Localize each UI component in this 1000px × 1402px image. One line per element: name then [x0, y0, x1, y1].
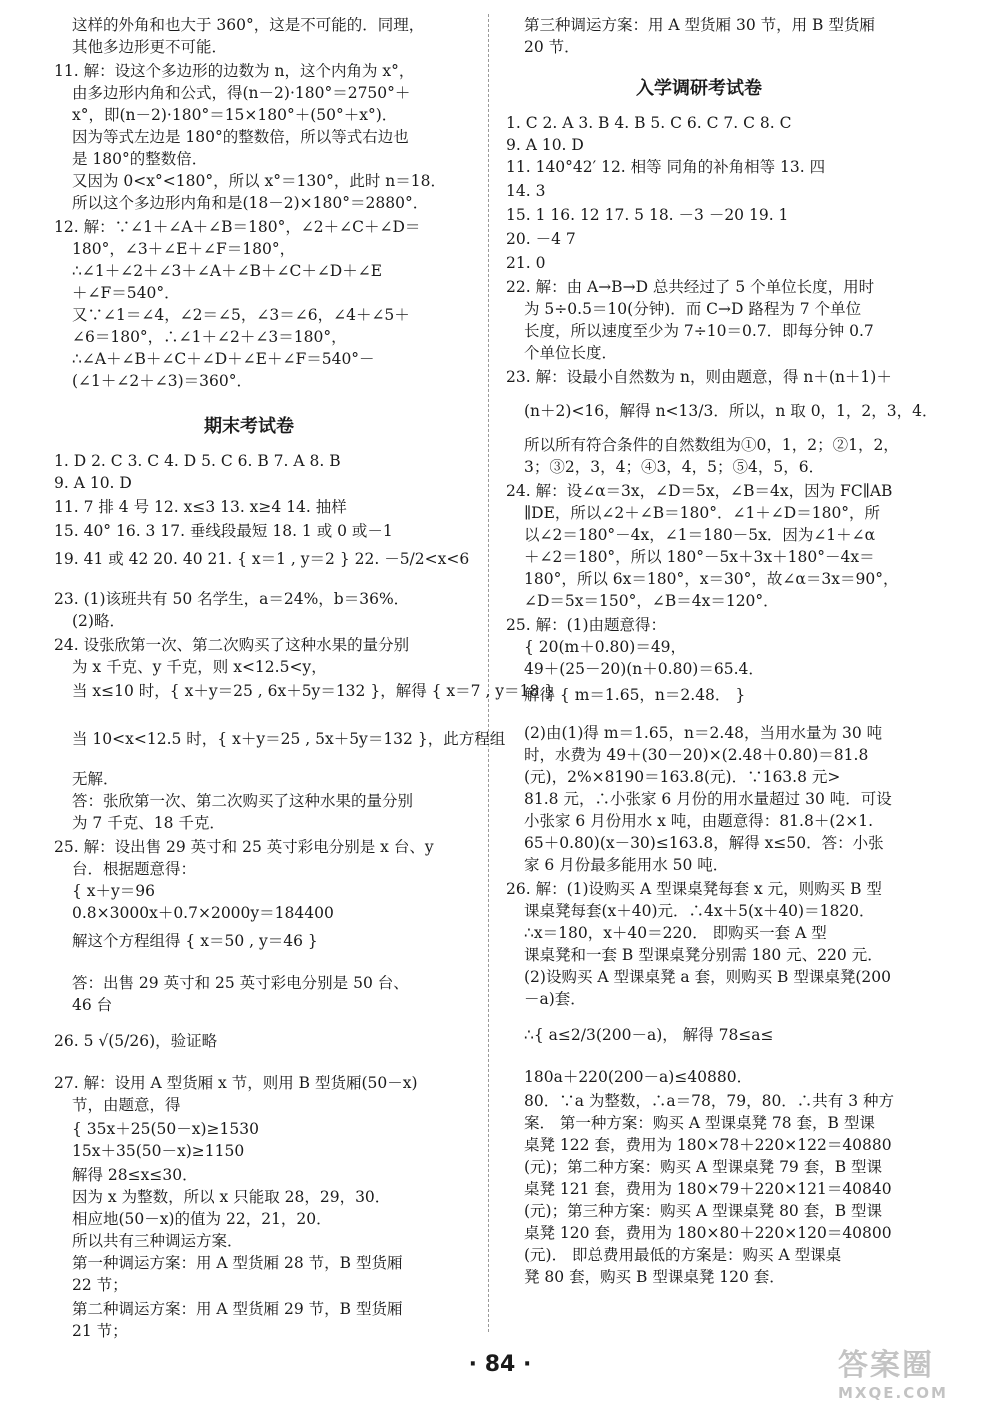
answer-line: 80．∵a 为整数，∴a＝78，79，80．∴共有 3 种方: [524, 1092, 895, 1110]
answer-line: 以∠2＝180°－4x，∠1＝180－5x．因为∠1＋∠α: [524, 526, 876, 544]
answer-line: 这样的外角和也大于 360°，这是不可能的．同理，: [72, 16, 425, 34]
answer-line: x°，即(n－2)·180°＝15×180°＋(50°＋x°)．: [72, 106, 398, 124]
answer-line: 所以所有符合条件的自然数组为①0，1，2；②1，2，: [524, 436, 899, 454]
answer-line: ∴x＝180，x＋40＝220． 即购买一套 A 型: [524, 924, 827, 942]
answer-line: 15. 1 16. 12 17. 5 18. －3 －20 19. 1: [506, 206, 789, 224]
answer-line: 1. D 2. C 3. C 4. D 5. C 6. B 7. A 8. B: [54, 452, 341, 470]
answer-line: 解这个方程组得 { x＝50 , y＝46 }: [72, 932, 318, 950]
answer-line: { 20(m＋0.80)＝49，: [524, 638, 687, 656]
answer-line: 时，水费为 49＋(30－20)×(2.48＋0.80)＝81.8: [524, 746, 869, 764]
answer-line: (2)略．: [72, 612, 125, 630]
watermark-title: 答案圈: [838, 1348, 934, 1383]
answer-line: 桌凳 122 套，费用为 180×78＋220×122＝40880: [524, 1136, 892, 1154]
answer-line: 20. －4 7: [506, 230, 576, 248]
answer-line: 0.8×3000x＋0.7×2000y＝184400: [72, 904, 334, 922]
answer-line: (元)． 即总费用最低的方案是：购买 A 型课桌: [524, 1246, 842, 1264]
answer-line: 第二种调运方案：用 A 型货厢 29 节，B 型货厢: [72, 1300, 403, 1318]
answer-line: 23. (1)该班共有 50 名学生，a＝24%，b＝36%．: [54, 590, 410, 608]
answer-line: 第三种调运方案：用 A 型货厢 30 节，用 B 型货厢: [524, 16, 875, 34]
answer-line: 桌凳 120 套，费用为 180×80＋220×120＝40800: [524, 1224, 892, 1242]
answer-line: 22 节；: [72, 1276, 128, 1294]
answer-line: 为 5÷0.5＝10(分钟)．而 C→D 路程为 7 个单位: [524, 300, 862, 318]
answer-line: 26. 解：(1)设购买 A 型课桌凳每套 x 元，则购买 B 型: [506, 880, 882, 898]
answer-line: 因为等式左边是 180°的整数倍，所以等式右边也: [72, 128, 409, 146]
answer-line: (2)由(1)得 m＝1.65，n＝2.48，当用水量为 30 吨: [524, 724, 883, 742]
answer-line: { x＋y＝96: [72, 882, 156, 900]
answer-line: (元)；第三种方案：购买 A 型课桌凳 80 套，B 型课: [524, 1202, 883, 1220]
answer-line: －a)套．: [524, 990, 586, 1008]
answer-line: ∠6＝180°，∴∠1＋∠2＋∠3＝180°，: [72, 328, 347, 346]
answer-line: 180a＋220(200－a)≤40880．: [524, 1068, 753, 1086]
answer-line: 答：张欣第一次、第二次购买了这种水果的量分别: [72, 792, 414, 810]
answer-line: 长度，所以速度至少为 7÷10＝0.7．即每分钟 0.7: [524, 322, 874, 340]
answer-line: 又因为 0<x°<180°，所以 x°＝130°，此时 n＝18．: [72, 172, 446, 190]
answer-line: 9. A 10. D: [54, 474, 132, 492]
answer-line: (元)，2%×8190＝163.8(元)．∵163.8 元>: [524, 768, 841, 786]
section-heading: 期末考试卷: [204, 416, 294, 437]
answer-line: 小张家 6 月份用水 x 吨，由题意得：81.8＋(2×1.: [524, 812, 874, 830]
answer-line: 49＋(25－20)(n＋0.80)＝65.4．: [524, 660, 764, 678]
answer-line: 46 台: [72, 996, 113, 1014]
answer-line: 11. 解：设这个多边形的边数为 n，这个内角为 x°，: [54, 62, 415, 80]
answer-line: 所以这个多边形内角和是(18－2)×180°＝2880°．: [72, 194, 429, 212]
answer-line: 14. 3: [506, 182, 546, 200]
answer-line: 180°，∠3＋∠E＋∠F＝180°，: [72, 240, 296, 258]
answer-line: 课桌凳每套(x＋40)元．∴4x＋5(x＋40)＝1820．: [524, 902, 875, 920]
answer-line: 20 节．: [524, 38, 580, 56]
page-number: · 84 ·: [468, 1352, 532, 1377]
answer-line: 无解．: [72, 770, 119, 788]
answer-line: { 35x＋25(50－x)≥1530: [72, 1120, 259, 1138]
watermark-logo: [838, 1340, 988, 1402]
answer-line: 个单位长度．: [524, 344, 618, 362]
answer-line: 为 7 千克、18 千克．: [72, 814, 225, 832]
answer-line: 22. 解：由 A→B→D 总共经过了 5 个单位长度，用时: [506, 278, 875, 296]
answer-line: ＋∠F＝540°．: [72, 284, 180, 302]
answer-line: (∠1＋∠2＋∠3)＝360°．: [72, 372, 252, 390]
answer-line: ∴∠A＋∠B＋∠C＋∠D＋∠E＋∠F＝540°－: [72, 350, 375, 368]
answer-line: 24. 设张欣第一次、第二次购买了这种水果的量分别: [54, 636, 410, 654]
answer-line: 12. 解：∵∠1＋∠A＋∠B＝180°，∠2＋∠C＋∠D＝: [54, 218, 421, 236]
answer-line: 台．根据题意得：: [72, 860, 197, 878]
answer-line: 是 180°的整数倍．: [72, 150, 208, 168]
answer-line: 81.8 元，∴小张家 6 月份的用水量超过 30 吨．可设: [524, 790, 892, 808]
answer-line: 解得 28≤x≤30．: [72, 1166, 198, 1184]
watermark-url: MXQE.COM: [838, 1384, 948, 1402]
answer-line: (2)设购买 A 型课桌凳 a 套，则购买 B 型课桌凳(200: [524, 968, 891, 986]
answer-line: 桌凳 121 套，费用为 180×79＋220×121＝40840: [524, 1180, 892, 1198]
answer-line: 25. 解：设出售 29 英寸和 25 英寸彩电分别是 x 台、y: [54, 838, 434, 856]
answer-line: ∠D＝5x＝150°，∠B＝4x＝120°．: [524, 592, 779, 610]
answer-line: 9. A 10. D: [506, 136, 584, 154]
answer-line: 19. 41 或 42 20. 40 21. { x＝1 , y＝2 } 22. －5/2<x<6: [54, 550, 470, 568]
answer-line: 180°，所以 6x＝180°，x＝30°，故∠α＝3x＝90°，: [524, 570, 899, 588]
answer-line: 24. 解：设∠α＝3x，∠D＝5x，∠B＝4x，因为 FC∥AB: [506, 482, 893, 500]
answer-line: ∴{ a≤2/3(200－a)， 解得 78≤a≤: [524, 1026, 774, 1044]
answer-line: 1. C 2. A 3. B 4. B 5. C 6. C 7. C 8. C: [506, 114, 792, 132]
answer-line: 23. 解：设最小自然数为 n，则由题意，得 n＋(n＋1)＋: [506, 368, 892, 386]
answer-line: 15x＋35(50－x)≥1150: [72, 1142, 245, 1160]
answer-line: 21. 0: [506, 254, 546, 272]
answer-line: (n＋2)<16，解得 n<13/3．所以，n 取 0，1，2，3，4．: [524, 402, 938, 420]
answer-line: 当 x≤10 时，{ x＋y＝25 , 6x＋5y＝132 }，解得 { x＝7 , y＝18 }: [72, 682, 555, 700]
answer-line: 25. 解：(1)由题意得：: [506, 616, 667, 634]
answer-line: 为 x 千克、y 千克，则 x<12.5<y，: [72, 658, 327, 676]
answer-line: ∥DE，所以∠2＋∠B＝180°．∠1＋∠D＝180°，所: [524, 504, 881, 522]
answer-line: 课桌凳和一套 B 型课桌凳分别需 180 元、220 元．: [524, 946, 883, 964]
answer-line: 当 10<x<12.5 时，{ x＋y＝25 , 5x＋5y＝132 }，此方程组: [72, 730, 506, 748]
answer-line: (元)；第二种方案：购买 A 型课桌凳 79 套，B 型课: [524, 1158, 883, 1176]
answer-line: 凳 80 套，购买 B 型课桌凳 120 套．: [524, 1268, 785, 1286]
answer-line: 答：出售 29 英寸和 25 英寸彩电分别是 50 台、: [72, 974, 409, 992]
section-heading: 入学调研考试卷: [636, 78, 762, 99]
answer-line: 11. 140°42′ 12. 相等 同角的补角相等 13. 四: [506, 158, 826, 176]
answer-line: 案． 第一种方案：购买 A 型课桌凳 78 套，B 型课: [524, 1114, 875, 1132]
answer-line: 解得 { m＝1.65，n＝2.48． }: [524, 686, 746, 704]
answer-line: 15. 40° 16. 3 17. 垂线段最短 18. 1 或 0 或－1: [54, 522, 393, 540]
answer-line: 其他多边形更不可能．: [72, 38, 228, 56]
answer-line: ∴∠1＋∠2＋∠3＋∠A＋∠B＋∠C＋∠D＋∠E: [72, 262, 383, 280]
answer-line: 27. 解：设用 A 型货厢 x 节，则用 B 型货厢(50－x): [54, 1074, 418, 1092]
answer-line: 21 节；: [72, 1322, 128, 1340]
answer-line: 家 6 月份最多能用水 50 吨．: [524, 856, 729, 874]
answer-line: 因为 x 为整数，所以 x 只能取 28，29，30．: [72, 1188, 391, 1206]
answer-line: 65＋0.80)(x－30)≤163.8，解得 x≤50．答：小张: [524, 834, 884, 852]
column-divider: [488, 14, 489, 1332]
answer-line: 26. 5 √(5/26)，验证略: [54, 1032, 218, 1050]
answer-line: 3；③2，3，4；④3，4，5；⑤4，5，6．: [524, 458, 825, 476]
answer-line: 由多边形内角和公式，得(n－2)·180°＝2750°＋: [72, 84, 411, 102]
answer-line: ＋∠2＝180°，所以 180°－5x＋3x＋180°－4x＝: [524, 548, 875, 566]
answer-line: 所以共有三种调运方案．: [72, 1232, 243, 1250]
answer-line: 又∵∠1＝∠4，∠2＝∠5，∠3＝∠6，∠4＋∠5＋: [72, 306, 410, 324]
answer-line: 11. 7 排 4 号 12. x≤3 13. x≥4 14. 抽样: [54, 498, 347, 516]
answer-line: 相应地(50－x)的值为 22，21，20．: [72, 1210, 332, 1228]
answer-line: 节，由题意，得: [72, 1096, 181, 1114]
answer-line: 第一种调运方案：用 A 型货厢 28 节，B 型货厢: [72, 1254, 403, 1272]
